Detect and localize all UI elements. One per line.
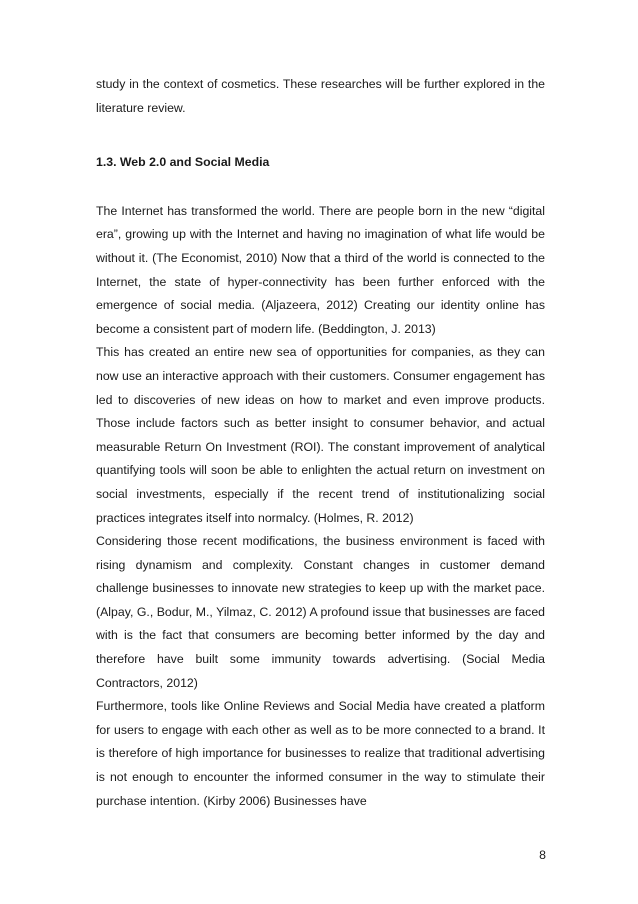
page-body xyxy=(96,73,545,813)
intro-paragraph: study in the context of cosmetics. These researches will be further explored in the literature review. xyxy=(96,77,545,115)
spacer xyxy=(96,120,545,151)
body-paragraph: This has created an entire new sea of opportunities for companies, as they can now use an interactive approach with their customers. Consumer engagement has led to discoveries of new ideas on how to market and even improve products. Those include factors such as better insight to consumer behavior, and actual measurable Return On Investment (ROI). The constant improvement of analytical quantifying tools will soon be able to enlighten the actual return on investment on social investments, especially if the recent trend of institutionalizing social practices integrates itself into normalcy. (Holmes, R. 2012) xyxy=(96,345,545,525)
body-paragraph: Furthermore, tools like Online Reviews and Social Media have created a platform for users to engage with each other as well as to be more connected to a brand. It is therefore of high importance for businesses to realize that traditional advertising is not enough to encounter the informed consumer in the way to stimulate their purchase intention. (Kirby 2006) Businesses have xyxy=(96,699,545,808)
spacer xyxy=(96,175,545,200)
body-paragraph: Considering those recent modifications, the business environment is faced with rising dynamism and complexity. Constant changes in customer demand challenge businesses to innovate new strategies to keep up with the market pace. (Alpay, G., Bodur, M., Yilmaz, C. 2012) A profound issue that businesses are faced with is the fact that consumers are becoming better informed by the day and therefore have built some immunity towards advertising. (Social Media Contractors, 2012) xyxy=(96,534,545,690)
body-paragraph: The Internet has transformed the world. There are people born in the new “digital era”, growing up with the Internet and having no imagination of what life would be without it. (The Economist, 2010) Now that a third of the world is connected to the Internet, the state of hyper-connectivity has been further enforced with the emergence of social media. (Aljazeera, 2012) Creating our identity online has become a consistent part of modern life. (Beddington, J. 2013) xyxy=(96,203,545,336)
page-number: 8 xyxy=(539,848,546,862)
section-heading: 1.3. Web 2.0 and Social Media xyxy=(96,155,270,170)
